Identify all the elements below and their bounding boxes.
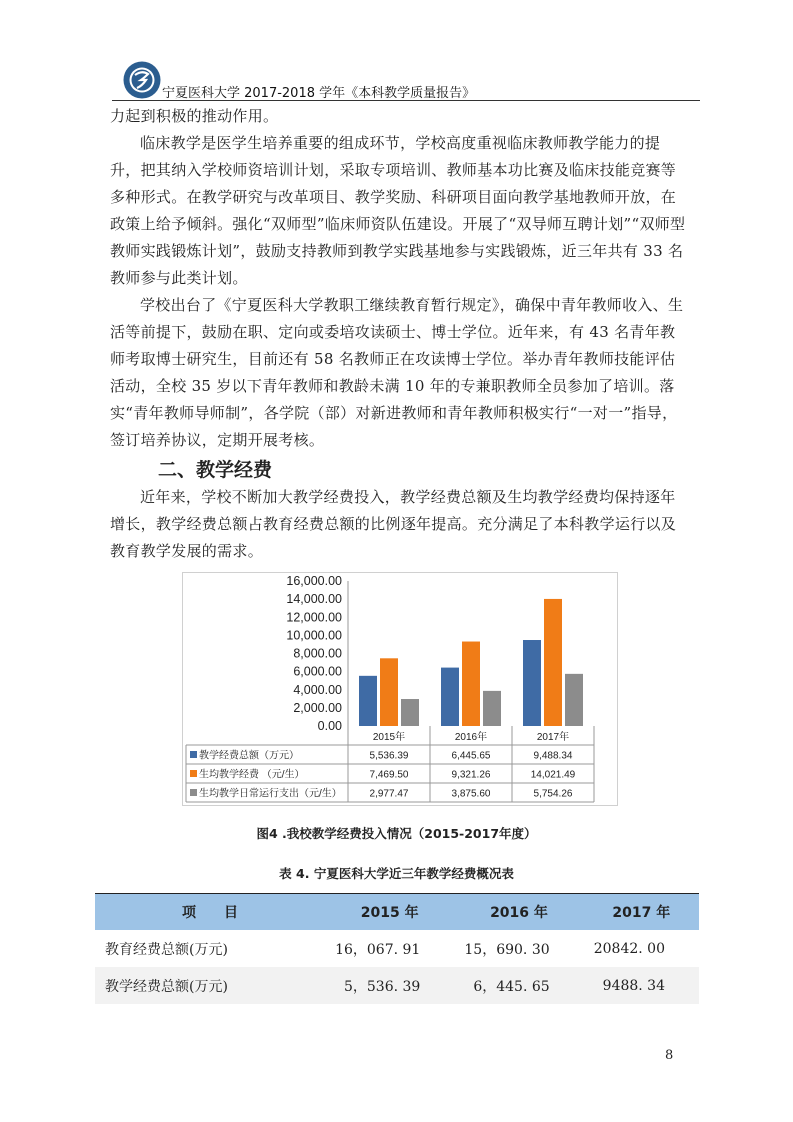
data-label: 5,536.39 [369, 750, 409, 762]
data-label: 2,977.47 [369, 788, 409, 800]
y-tick-label: 14,000.00 [286, 592, 342, 607]
section-heading: 二、教学经费 [158, 459, 273, 481]
data-label: 9,321.26 [451, 769, 491, 781]
header-title: 宁夏医科大学 2017-2018 学年《本科教学质量报告》 [162, 86, 476, 101]
bar-2-2017年 [544, 599, 562, 726]
header-item: 项 目 [95, 894, 325, 931]
table-row [95, 967, 699, 1004]
y-tick-label: 4,000.00 [293, 682, 342, 697]
legend-key [190, 789, 197, 796]
funding-chart-svg [182, 572, 618, 806]
table-caption: 表 4. 宁夏医科大学近三年教学经费概况表 [279, 866, 514, 881]
data-label: 6,445.65 [451, 750, 491, 762]
y-tick-label: 0.00 [317, 719, 342, 733]
category-label: 2015年 [372, 732, 406, 743]
y-tick-label: 8,000.00 [293, 646, 342, 661]
bar-3-2016年 [483, 691, 501, 726]
row-label: 教育经费总额(万元) [105, 941, 228, 958]
header-2016: 2016 年 [454, 894, 583, 931]
paragraph-continuing-education: 学校出台了《宁夏医科大学教职工继续教育暂行规定》，确保中青年教师收入、生活等前提下，鼓励在职、定向或委培攻读硕士、博士学位。近年来，有 43 名青年教师考取博士研究生，目前还有 58 名教师正在攻读博士学位。举办青年教师技能评估活动，全校 35 岁以下青年教师和教龄未满 10 年的专兼职教师全员参加了培训。落实“青年教师导师制”，各学院（部）对新进教师和青年教师积极实行“一对一”指导，签订培养协议，定期开展考核。 [110, 296, 684, 449]
cell-value: 9488. 34 [584, 967, 699, 1004]
legend-label: 生均教学日常运行支出（元/生） [199, 788, 342, 800]
y-tick-label: 2,000.00 [293, 700, 342, 715]
y-tick-label: 10,000.00 [286, 628, 342, 643]
page-header [112, 60, 700, 104]
cell-value: 5，536. 39 [325, 967, 454, 1004]
category-label: 2017年 [536, 732, 570, 743]
header-2017: 2017 年 [584, 894, 699, 931]
funding-table [95, 893, 699, 1004]
legend-label: 教学经费总额（万元） [199, 750, 299, 762]
legend-key [190, 770, 197, 777]
data-label: 5,754.26 [533, 788, 573, 800]
cell-value: 6，445. 65 [454, 967, 583, 1004]
data-label: 9,488.34 [533, 750, 573, 762]
bar-3-2017年 [565, 674, 583, 726]
bar-2-2015年 [380, 658, 398, 726]
funding-chart [182, 572, 618, 806]
y-tick-label: 6,000.00 [293, 664, 342, 679]
bar-2-2016年 [462, 642, 480, 726]
cell-value: 16，067. 91 [335, 941, 421, 958]
header-rule [112, 100, 700, 101]
category-label: 2016年 [454, 732, 488, 743]
bar-3-2015年 [401, 699, 419, 726]
figure-caption: 图4 .我校教学经费投入情况（2015-2017年度） [256, 826, 537, 841]
legend-label: 生均教学经费 （元/生） [199, 769, 305, 781]
y-tick-label: 12,000.00 [286, 610, 342, 625]
paragraph-teaching-funds: 近年来，学校不断加大教学经费投入，教学经费总额及生均教学经费均保持逐年增长，教学经费总额占教育经费总额的比例逐年提高。充分满足了本科教学运行以及教育教学发展的需求。 [110, 488, 677, 560]
cell-value: 20842. 00 [593, 940, 665, 957]
bar-1-2017年 [523, 640, 541, 726]
bar-1-2015年 [359, 676, 377, 726]
paragraph-continuation: 力起到积极的推动作用。 [110, 107, 279, 125]
data-label: 3,875.60 [451, 788, 491, 800]
page-number: 8 [665, 1048, 674, 1063]
data-label: 14,021.49 [530, 769, 576, 781]
cell-value: 15，690. 30 [464, 941, 550, 958]
paragraph-clinical-teaching: 临床教学是医学生培养重要的组成环节，学校高度重视临床教师教学能力的提升，把其纳入学校师资培训计划，采取专项培训、教师基本功比赛及临床技能竞赛等多种形式。在教学研究与改革项目、教学奖励、科研项目面向教学基地教师开放，在政策上给予倾斜。强化“双师型”临床师资队伍建设。开展了“双导师互聘计划”“双师型教师实践锻炼计划”，鼓励支持教师到教学实践基地参与实践锻炼，近三年共有 33 名教师参与此类计划。 [110, 134, 686, 287]
table-header-row [95, 894, 699, 931]
y-tick-label: 16,000.00 [286, 574, 342, 588]
row-label: 教学经费总额(万元) [95, 967, 325, 1004]
bar-1-2016年 [441, 668, 459, 726]
university-logo-icon [122, 60, 162, 100]
data-label: 7,469.50 [369, 769, 409, 781]
legend-key [190, 751, 197, 758]
header-2015: 2015 年 [325, 894, 454, 931]
table-row [95, 930, 699, 967]
